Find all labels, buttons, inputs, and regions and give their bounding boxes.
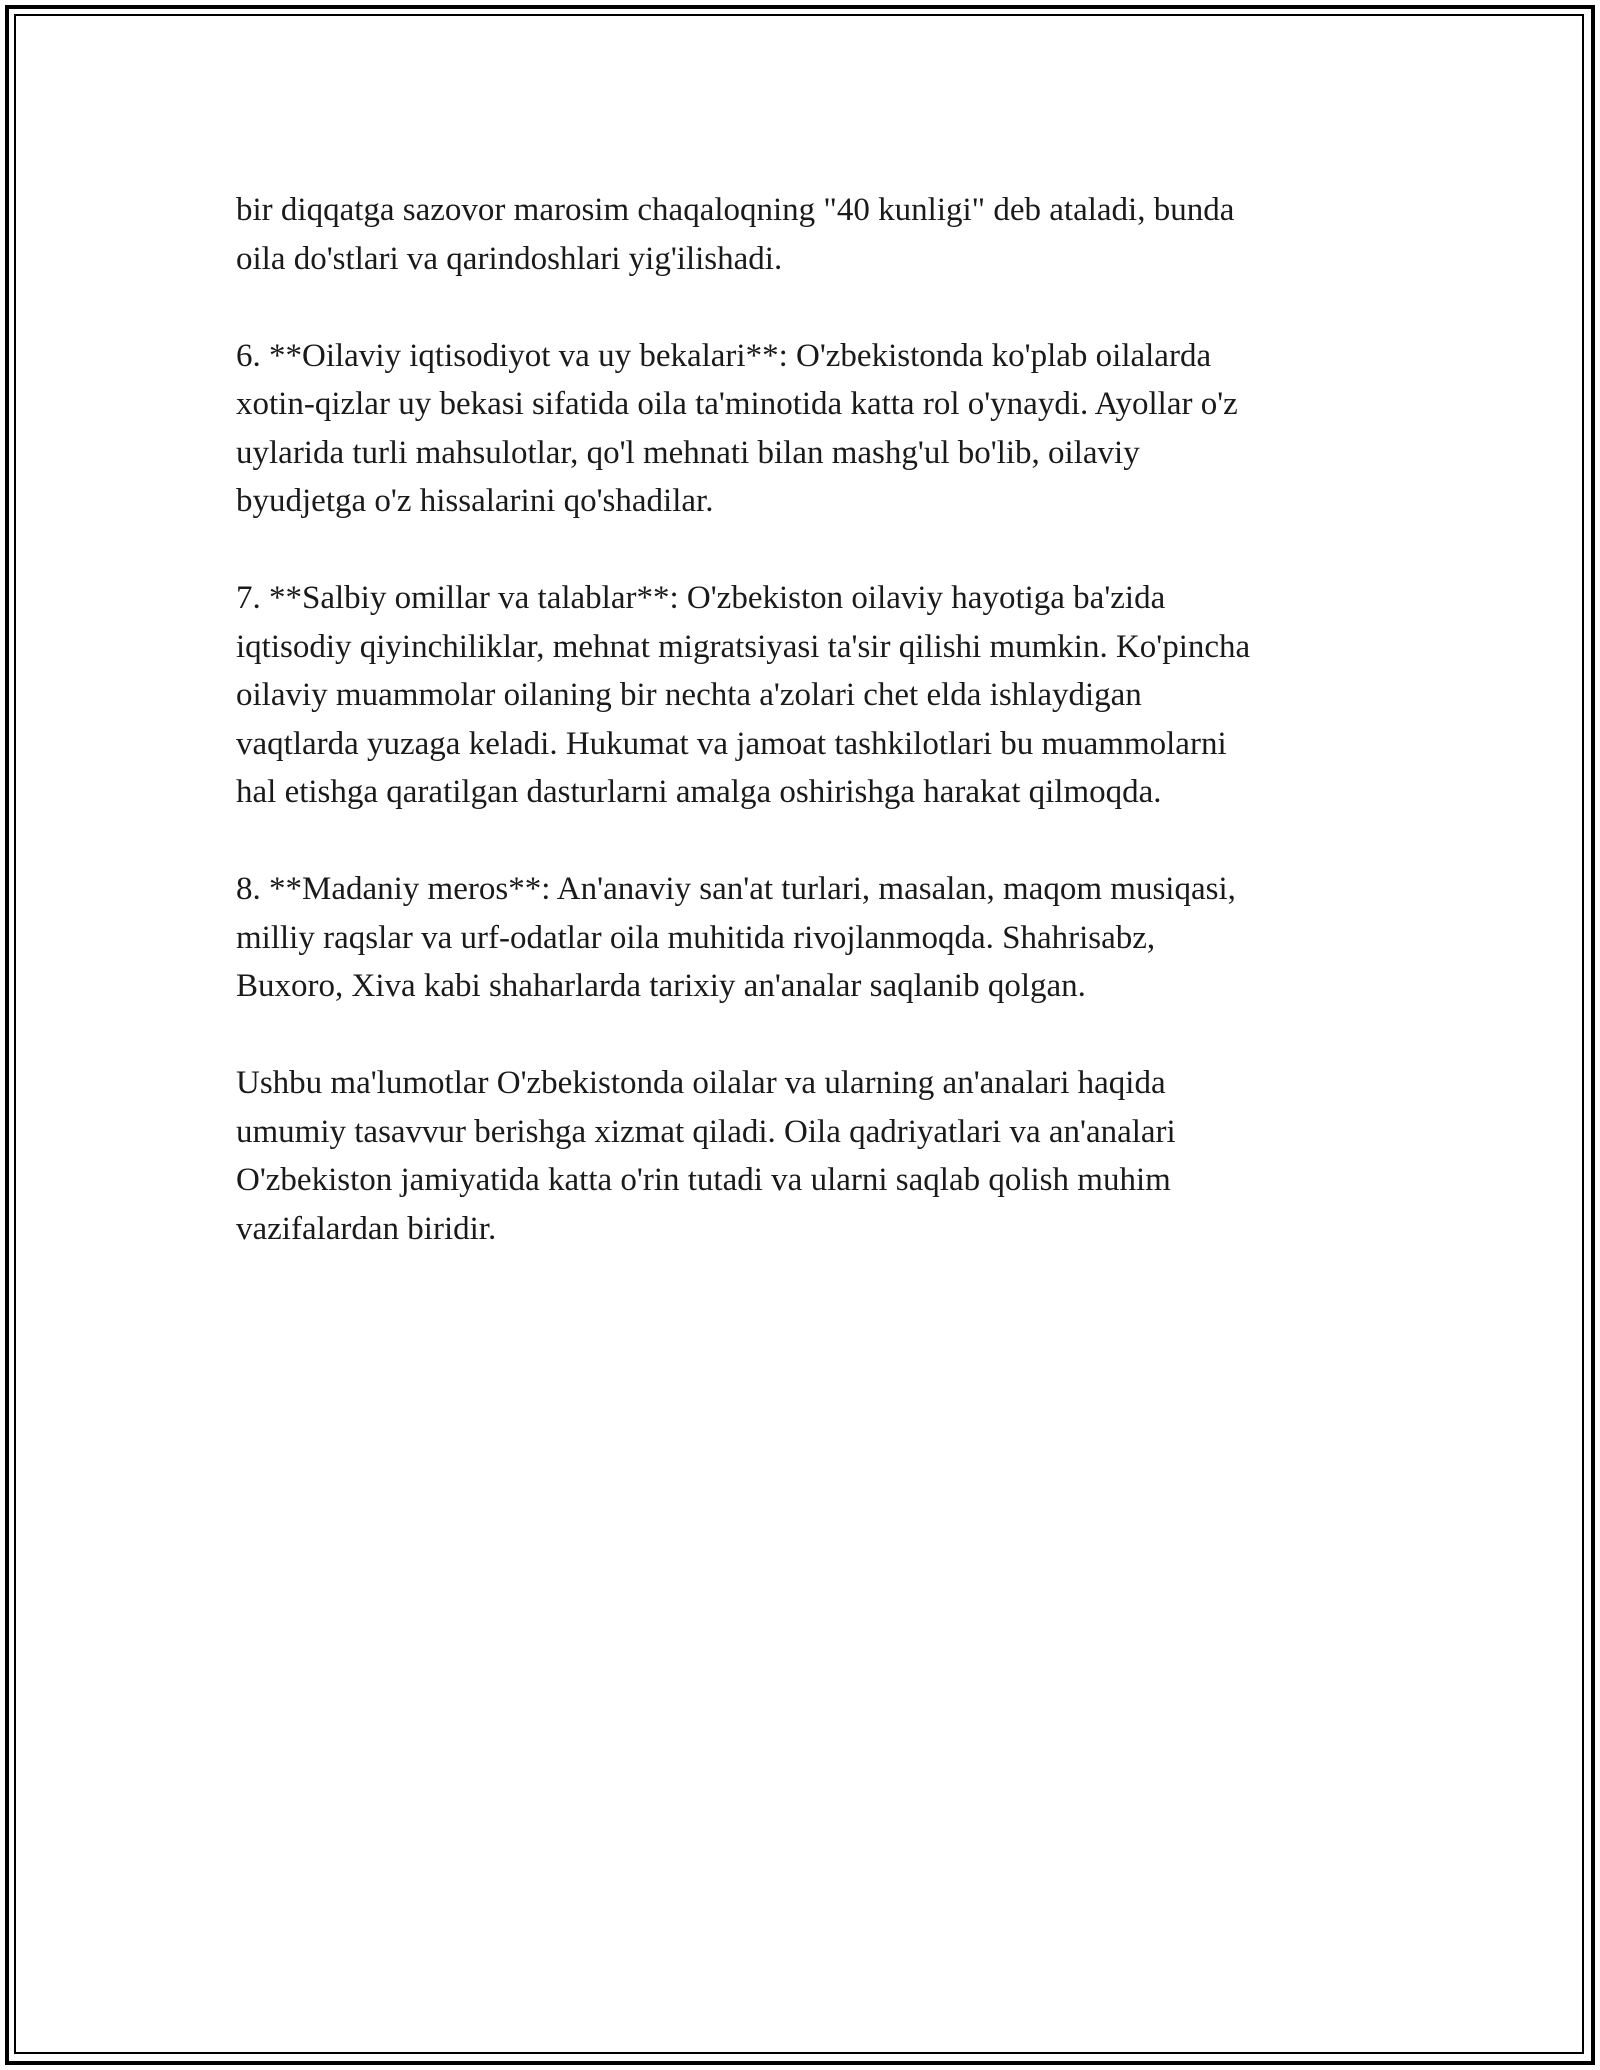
paragraph-item-8 <box>236 865 1376 1011</box>
text-line: umumiy tasavvur berishga xizmat qiladi. Oila qadriyatlari va an'analari <box>236 1113 1176 1150</box>
text-line: iqtisodiy qiyinchiliklar, mehnat migratsiyasi ta'sir qilishi mumkin. Ko'pincha <box>236 628 1251 665</box>
paragraph-item-7 <box>236 574 1376 817</box>
text-line: byudjetga o'z hissalarini qo'shadilar. <box>236 483 714 519</box>
text-line: O'zbekiston jamiyatida katta o'rin tutadi va ularni saqlab qolish muhim <box>236 1162 1171 1198</box>
text-line: 8. **Madaniy meros**: An'anaviy san'at turlari, masalan, maqom musiqasi, <box>236 871 1236 907</box>
paragraph-conclusion <box>236 1059 1376 1253</box>
text-line: vaqtlarda yuzaga keladi. Hukumat va jamoat tashkilotlari bu muammolarni <box>236 725 1227 762</box>
paragraph-40-kunligi <box>236 186 1376 283</box>
text-line: oila do'stlari va qarindoshlari yig'ilishadi. <box>236 240 783 277</box>
text-line: bir diqqatga sazovor marosim chaqaloqning "40 kunligi" deb ataladi, bunda <box>236 192 1235 228</box>
text-line: uylarida turli mahsulotlar, qo'l mehnati bilan mashg'ul bo'lib, oilaviy <box>236 434 1140 471</box>
text-line: Buxoro, Xiva kabi shaharlarda tarixiy an'analar saqlanib qolgan. <box>236 968 1086 1004</box>
text-line: milliy raqslar va urf-odatlar oila muhitida rivojlanmoqda. Shahrisabz, <box>236 919 1156 956</box>
text-line: oilaviy muammolar oilaning bir nechta a'zolari chet elda ishlaydigan <box>236 677 1142 713</box>
document-body <box>236 186 1376 1302</box>
paragraph-item-6 <box>236 332 1376 526</box>
text-line: hal etishga qaratilgan dasturlarni amalga oshirishga harakat qilmoqda. <box>236 774 1162 810</box>
text-line: Ushbu ma'lumotlar O'zbekistonda oilalar va ularning an'analari haqida <box>236 1065 1166 1101</box>
text-line: vazifalardan biridir. <box>236 1210 497 1247</box>
text-line: 6. **Oilaviy iqtisodiyot va uy bekalari**: O'zbekistonda ko'plab oilalarda <box>236 337 1212 374</box>
text-line: 7. **Salbiy omillar va talablar**: O'zbekiston oilaviy hayotiga ba'zida <box>236 580 1166 616</box>
text-line: xotin-qizlar uy bekasi sifatida oila ta'minotida katta rol o'ynaydi. Ayollar o'z <box>236 386 1238 422</box>
